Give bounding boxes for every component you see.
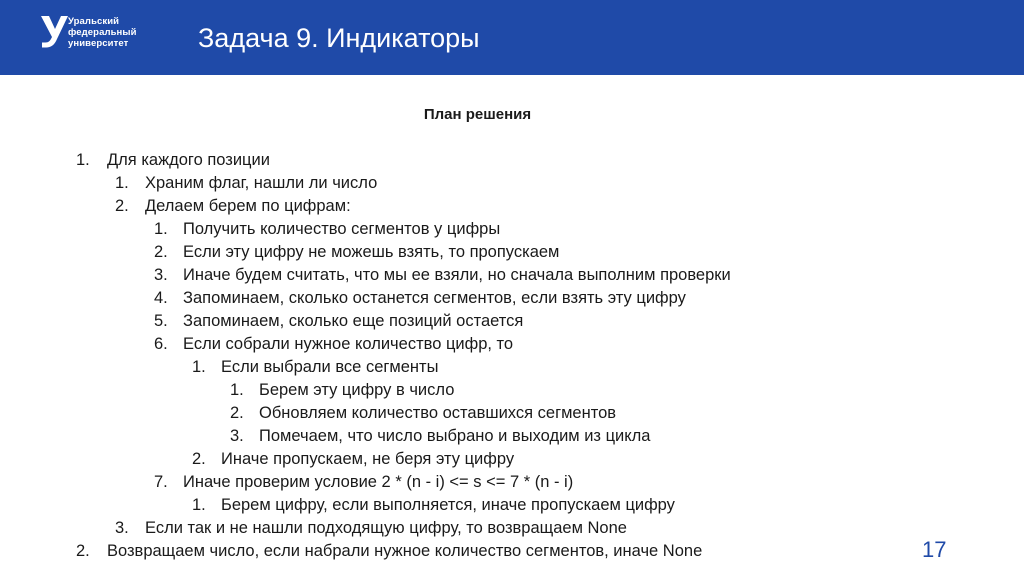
list-item: 1. Если выбрали все сегменты (192, 358, 439, 376)
university-logo-text: Уральский федеральный университет (68, 16, 137, 49)
list-item: 2. Возвращаем число, если набрали нужное количество сегментов, иначе None (76, 542, 703, 560)
slide-title: Задача 9. Индикаторы (198, 23, 480, 53)
list-item: 3. Иначе будем считать, что мы ее взяли, но сначала выполним проверки (154, 266, 731, 284)
list-item: 1. Получить количество сегментов у цифры (154, 220, 501, 238)
list-item: 2. Если эту цифру не можешь взять, то пропускаем (154, 243, 560, 261)
list-item: 7. Иначе проверим условие 2 * (n - i) <= s <= 7 * (n - i) (154, 473, 574, 491)
list-item: 2. Иначе пропускаем, не беря эту цифру (192, 450, 515, 468)
list-item: 3. Если так и не нашли подходящую цифру, то возвращаем None (115, 519, 627, 537)
header-bar (0, 0, 1024, 75)
list-item: 1. Для каждого позиции (76, 151, 270, 169)
university-logo-icon (38, 14, 70, 50)
page-number: 17 (922, 537, 947, 562)
list-item: 4. Запоминаем, сколько останется сегментов, если взять эту цифру (154, 289, 686, 307)
list-item: 3. Помечаем, что число выбрано и выходим из цикла (230, 427, 651, 445)
list-item: 5. Запоминаем, сколько еще позиций остается (154, 312, 524, 330)
list-item: 1. Берем цифру, если выполняется, иначе пропускаем цифру (192, 496, 675, 514)
list-item: 1. Берем эту цифру в число (230, 381, 455, 399)
list-item: 1. Храним флаг, нашли ли число (115, 174, 378, 192)
list-item: 6. Если собрали нужное количество цифр, то (154, 335, 514, 353)
list-item: 2. Делаем берем по цифрам: (115, 197, 351, 215)
list-item: 2. Обновляем количество оставшихся сегментов (230, 404, 617, 422)
section-heading: План решения (423, 106, 532, 123)
